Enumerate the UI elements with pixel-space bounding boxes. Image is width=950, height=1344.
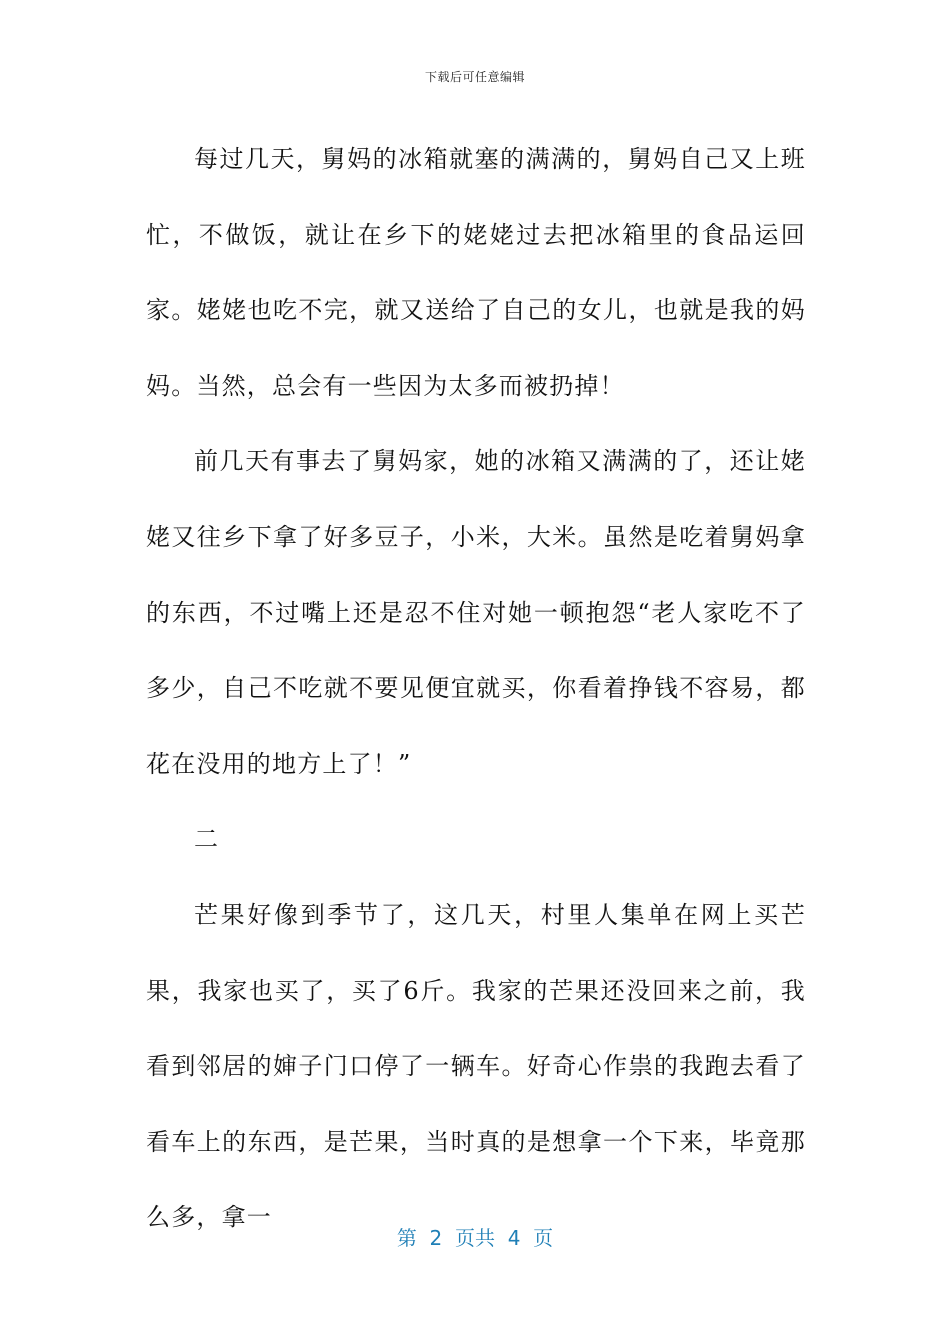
- document-body: [146, 122, 806, 1256]
- paragraph-3: 芒果好像到季节了，这几天，村里人集单在网上买芒果，我家也买了，买了6斤。我家的芒果还没回来之前，我看到邻居的婶子门口停了一辆车。好奇心作祟的我跑去看了看车上的东西，是芒果，当时真的是想拿一个下来，毕竟那么多，拿一: [146, 900, 806, 1232]
- section-heading: 二: [194, 825, 220, 854]
- paragraph-2: 前几天有事去了舅妈家，她的冰箱又满满的了，还让姥姥又往乡下拿了好多豆子，小米，大米。虽然是吃着舅妈拿的东西，不过嘴上还是忍不住对她一顿抱怨“老人家吃不了多少，自己不吃就不要见便宜就买，你看着挣钱不容易，都花在没用的地方上了！”: [146, 447, 806, 778]
- paragraph-1: 每过几天，舅妈的冰箱就塞的满满的，舅妈自己又上班忙，不做饭，就让在乡下的姥姥过去把冰箱里的食品运回家。姥姥也吃不完，就又送给了自己的女儿，也就是我的妈妈。当然，总会有一些因为太多而被扔掉！: [146, 145, 806, 400]
- page-header: 下载后可任意编辑: [424, 70, 525, 84]
- page-footer: 第 2 页共 4 页: [396, 1226, 554, 1250]
